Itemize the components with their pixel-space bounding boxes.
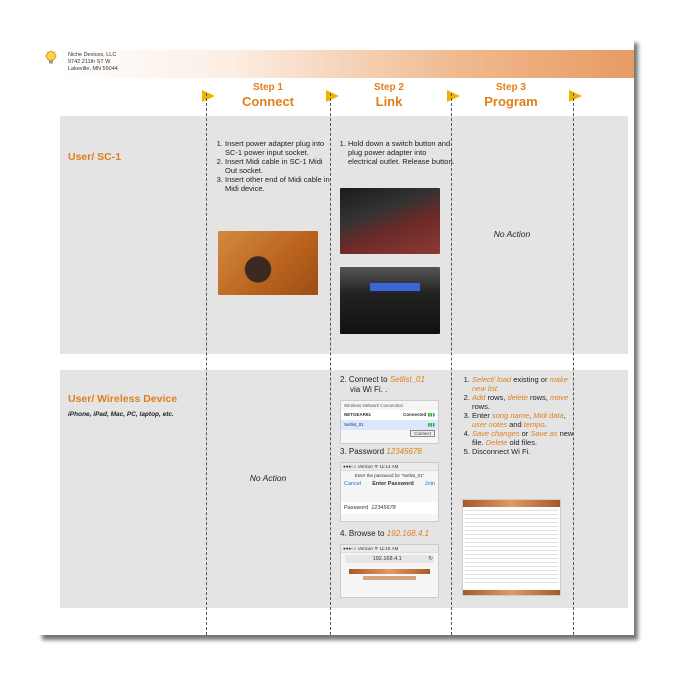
document-page <box>38 38 634 635</box>
wifi-dialog-title: Wireless Network Connection <box>344 403 404 408</box>
row-1-title: User/ SC-1 <box>68 151 122 163</box>
connect-button[interactable]: Connect <box>410 430 435 437</box>
wifi-connection-screenshot <box>340 400 439 444</box>
column-divider <box>451 93 452 635</box>
list-item: 2. Add rows, delete rows, move rows. <box>472 393 580 411</box>
company-address <box>68 52 118 73</box>
password-screenshot: ●●●○○ Verizon ᯤ 11:14 AM Enter the password for "Setlist_01" Cancel Enter Password Join Password 12345678 <box>340 462 439 522</box>
list-item: 1. Hold down a switch button and plug power adapter into electrical outlet. Release button. <box>348 139 456 166</box>
step-2-title: Link <box>375 94 403 109</box>
arrow-icon <box>569 90 582 102</box>
list-item: 3. Enter song name, Midi data, user notes and tempo. <box>472 411 580 429</box>
join-button[interactable]: Join <box>424 481 435 487</box>
row-2-subtitle: iPhone, iPad, Mac, PC, laptop, etc. <box>68 411 174 418</box>
step-2-header <box>344 82 434 110</box>
step-1-header <box>223 82 313 110</box>
row-1-connect-steps <box>213 139 335 193</box>
signal-icon: ▮▮▮ <box>427 422 435 427</box>
sc1-device-photo <box>218 231 318 295</box>
signal-icon: ▮▮▮ <box>427 412 435 417</box>
link-step-3: 3. Password 12345678 <box>340 447 422 456</box>
step-1-number: Step 1 <box>252 82 283 93</box>
arrow-icon <box>202 90 215 102</box>
app-toolbar <box>363 576 416 580</box>
lightbulb-icon <box>44 49 58 67</box>
link-step-2: 2. Connect to Setlist_01 via Wi Fi. . <box>340 375 425 394</box>
reload-icon[interactable]: ↻ <box>428 556 433 562</box>
step-3-number: Step 3 <box>495 82 526 93</box>
step-3-title: Program <box>484 94 538 109</box>
list-item: 3. Insert other end of Midi cable in Midi device. <box>225 175 335 193</box>
step-2-number: Step 2 <box>373 82 404 93</box>
list-item: 5. Disconnect Wi Fi. <box>472 447 580 456</box>
row-1-link-steps <box>336 139 456 166</box>
list-item: 1. Insert power adapter plug into SC-1 power input socket. <box>225 139 335 157</box>
column-divider <box>206 93 207 635</box>
list-item: 2. Insert Midi cable in SC-1 Midi Out socket. <box>225 157 335 175</box>
lcd-screen <box>370 283 420 291</box>
header-band <box>60 50 634 78</box>
browser-screenshot: ●●●○○ Verizon ᯤ 11:16 AM 192.168.4.1 ↻ <box>340 544 439 598</box>
url-value: 192.168.4.1 <box>386 529 429 538</box>
list-item: 1. Select/ load existing or make new list. <box>472 375 580 393</box>
row-1-program-no-action: No Action <box>493 229 531 239</box>
app-banner <box>349 569 430 574</box>
row-2-connect-no-action: No Action <box>249 473 287 483</box>
step-1-title: Connect <box>242 94 294 109</box>
network-row: NETGEAR61 Connected ▮▮▮ <box>341 410 438 420</box>
arrow-icon <box>326 90 339 102</box>
link-step-4: 4. Browse to 192.168.4.1 <box>340 529 429 538</box>
setlist-app-screenshot <box>462 499 561 596</box>
url-bar[interactable]: 192.168.4.1 ↻ <box>345 555 434 563</box>
address-line-2: Lakeville, MN 55044 <box>68 66 118 72</box>
step-3-header <box>466 82 556 110</box>
cancel-button[interactable]: Cancel <box>344 481 362 487</box>
plugging-adapter-photo <box>340 188 440 254</box>
network-row: Setlist_01 ▮▮▮ <box>341 420 438 430</box>
app-footer <box>463 590 560 595</box>
password-value: 12345678 <box>386 447 422 456</box>
column-divider <box>573 93 574 635</box>
network-name: Setlist_01 <box>389 375 425 384</box>
company-name: Niche Devices, LLC <box>68 52 117 58</box>
app-header <box>463 500 560 507</box>
sc1-lcd-photo <box>340 267 440 334</box>
list-item: 4. Save changes or Save as new file. Delete old files. <box>472 429 580 447</box>
arrow-icon <box>447 90 460 102</box>
row-2-program-steps <box>460 375 580 456</box>
address-line-1: 9742 211th ST W <box>68 59 111 65</box>
row-2-title: User/ Wireless Device <box>68 393 178 405</box>
password-field[interactable]: Password 12345678 <box>341 502 438 514</box>
